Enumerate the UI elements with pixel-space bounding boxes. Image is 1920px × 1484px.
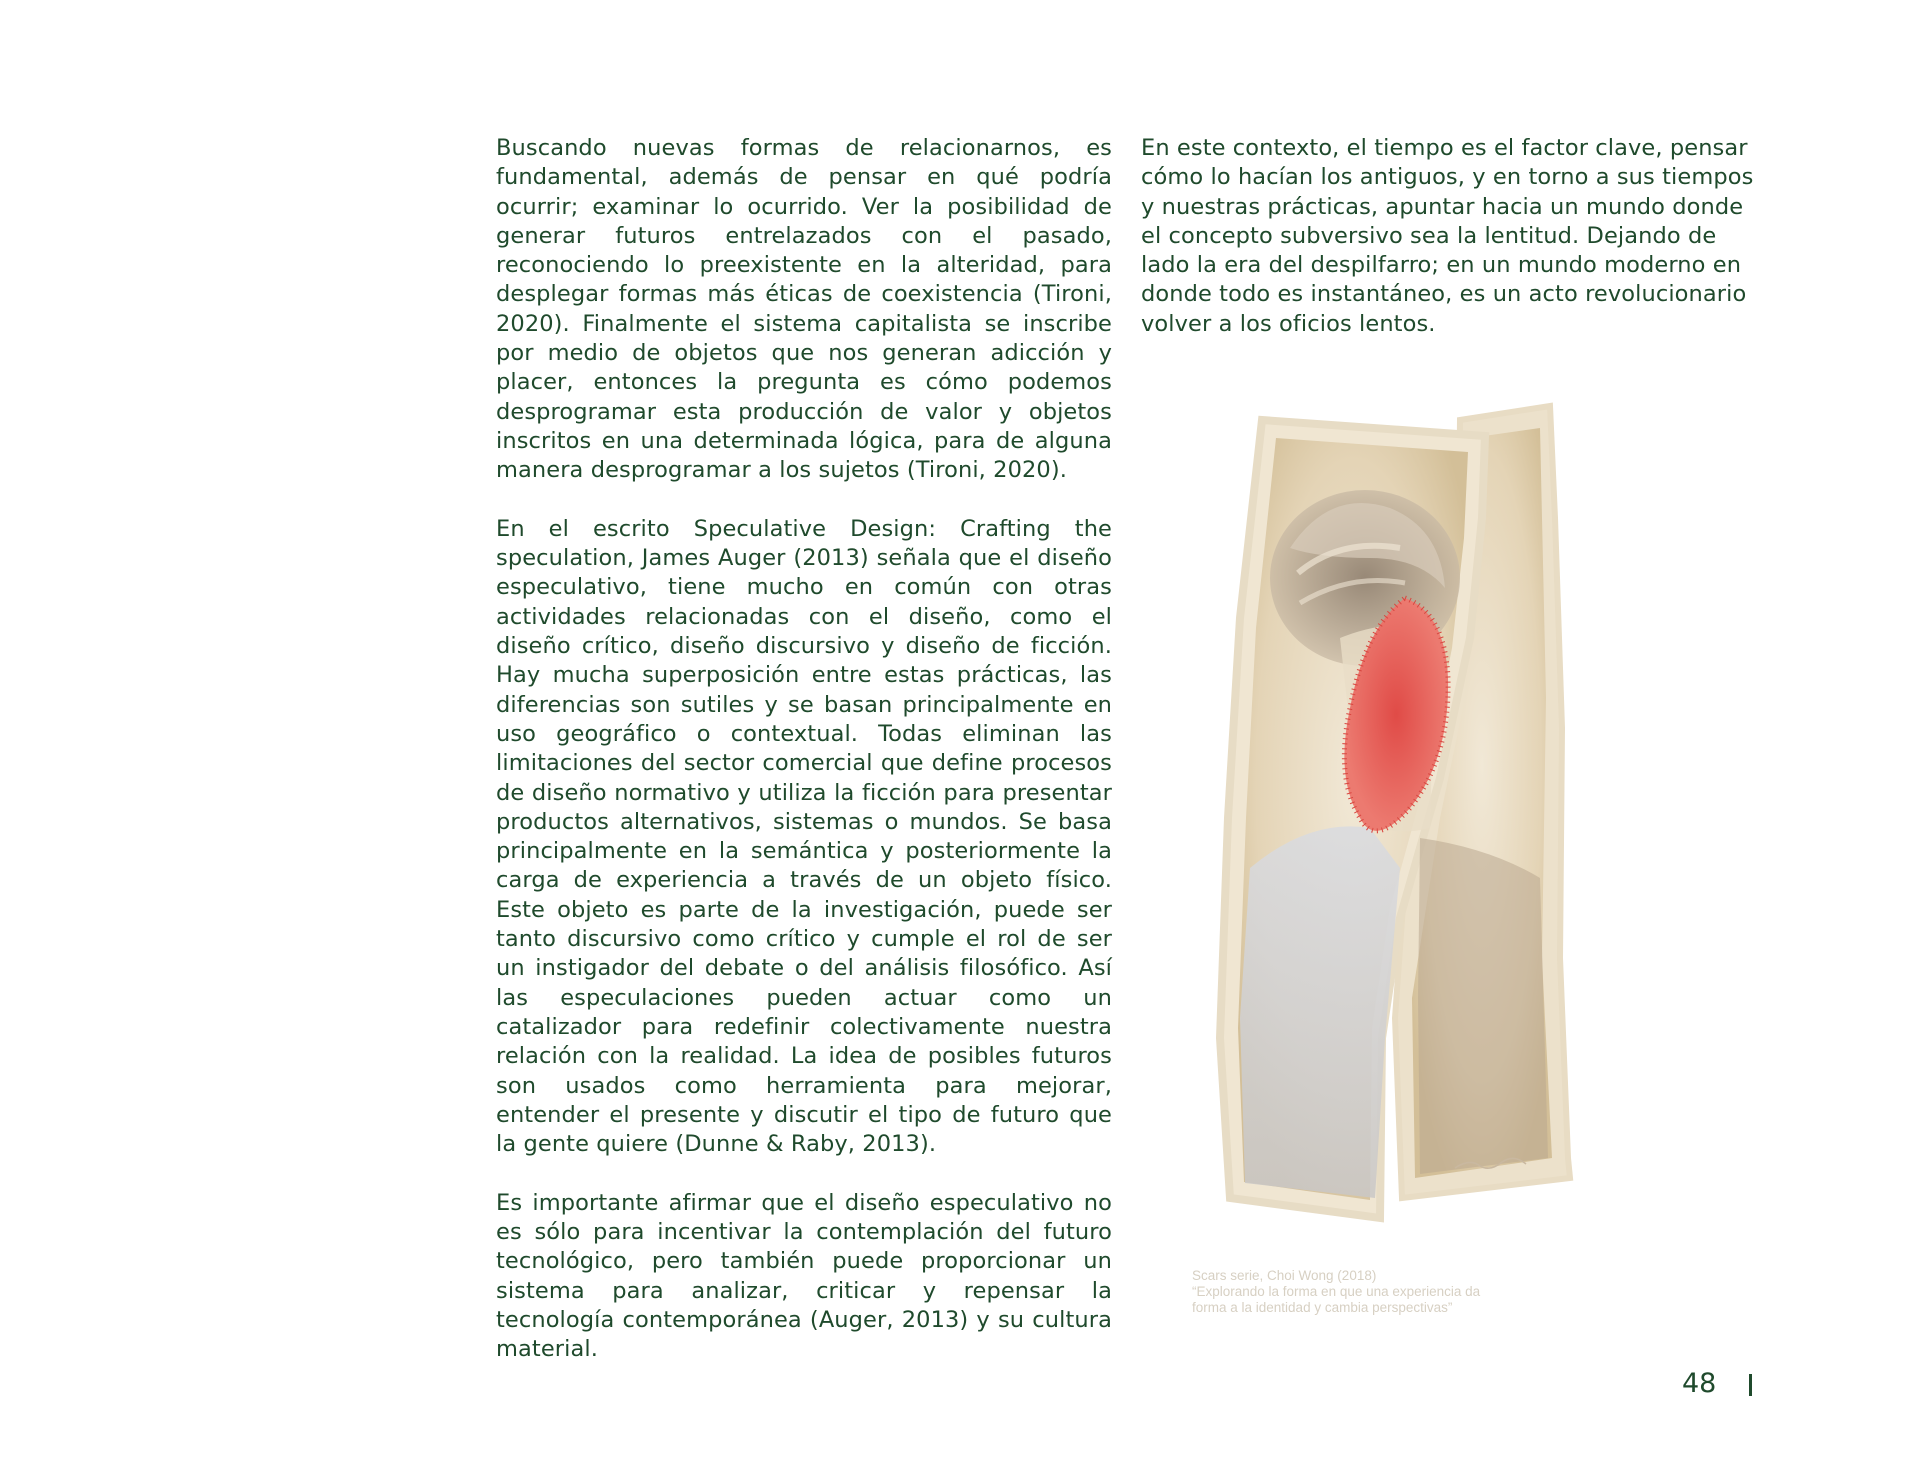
text-column-right [1141,134,1757,368]
text-column-left [496,134,1112,1394]
photo-illustration [1190,398,1650,1240]
embroidered-portrait-photo [1190,398,1650,1240]
paragraph: En este contexto, el tiempo es el factor clave, pensar cómo lo hacían los antiguos, y en torno a sus tiempos y nuestras prácticas, apuntar hacia un mundo donde el concepto subversivo sea la lentitud. Dejando de lado la era del despilfarro; en un mundo moderno en donde todo es instantáneo, es un acto revolucionario volver a los oficios lentos. [1141,135,1754,337]
page-number-bar [1749,1374,1752,1396]
paragraph: Buscando nuevas formas de relacionarnos, es fundamental, además de pensar en qué podría ocurrir; examinar lo ocurrido. Ver la posibilidad de generar futuros entrelazados con el pasado, reconociendo lo preexistente en la alteridad, para desplegar formas más éticas de coexistencia (Tironi, 2020). Finalmente el sistema capitalista se inscribe por medio de objetos que nos generan adicción y placer, entonces la pregunta es cómo podemos desprogramar esta producción de valor y objetos inscritos en una determinada lógica, para de alguna manera desprogramar a los sujetos (Tironi, 2020). [496,135,1112,484]
figure-caption [1192,1268,1592,1316]
caption-line: Scars serie, Choi Wong (2018) [1192,1268,1377,1283]
paragraph: Es importante afirmar que el diseño especulativo no es sólo para incentivar la contemplación del futuro tecnológico, pero también puede proporcionar un sistema para analizar, criticar y repensar la tecnología contemporánea (Auger, 2013) y su cultura material. [496,1189,1112,1363]
paragraph: En el escrito Speculative Design: Crafting the speculation, James Auger (2013) señala que el diseño especulativo, tiene mucho en común con otras actividades relacionadas con el diseño, como el diseño crítico, diseño discursivo y diseño de ficción. Hay mucha superposición entre estas prácticas, las diferencias son sutiles y se basan principalmente en uso geográfico o contextual. Todas eliminan las limitaciones del sector comercial que define procesos de diseño normativo y utiliza la ficción para presentar productos alternativos, sistemas o mundos. Se basa principalmente en la semántica y posteriormente la carga de experiencia a través de un objeto físico. Este objeto es parte de la investigación, puede ser tanto discursivo como crítico y cumple el rol de ser un instigador del debate o del análisis filosófico. Así las especulaciones pueden actuar como un catalizador para redefinir colectivamente nuestra relación con la realidad. La idea de posibles futuros son usados como herramienta para mejorar, entender el presente y discutir el tipo de futuro que la gente quiere (Dunne & Raby, 2013). [496,515,1112,1158]
caption-line: “Explorando la forma en que una experiencia da [1192,1284,1481,1299]
page-number: 48 [1682,1368,1717,1399]
caption-line: forma a la identidad y cambia perspectivas” [1192,1300,1453,1315]
